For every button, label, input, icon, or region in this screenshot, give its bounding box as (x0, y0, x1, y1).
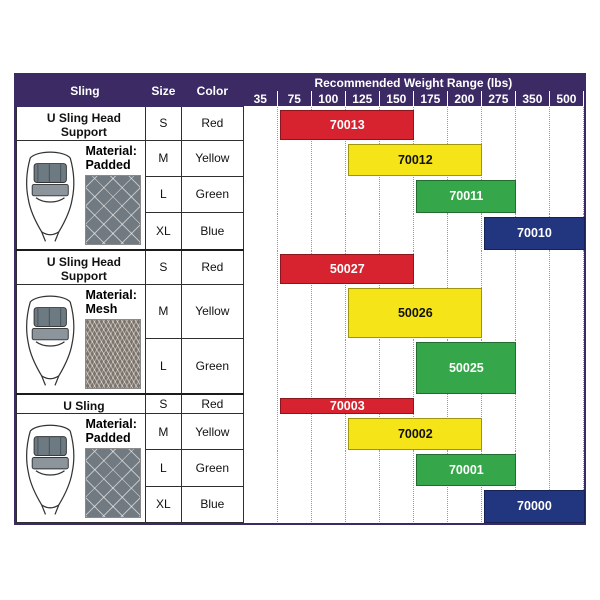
range-cell-150 (379, 250, 413, 285)
range-cell-175 (413, 284, 447, 338)
range-cell-100 (311, 284, 345, 338)
mesh-fabric-swatch (85, 319, 140, 389)
range-cell-35 (243, 284, 277, 338)
range-cell-35 (243, 213, 277, 250)
size-cell: L (145, 450, 181, 486)
color-cell: Red (181, 394, 243, 414)
range-cell-200 (447, 176, 484, 212)
sling-media-cell (17, 140, 146, 249)
range-cell-350 (515, 284, 549, 338)
range-cell-500 (549, 414, 583, 450)
size-cell: S (145, 106, 181, 140)
range-cell-35 (243, 338, 277, 394)
range-cell-200 (447, 284, 481, 338)
material-value-text: Padded (85, 157, 131, 172)
range-cell-350 (515, 486, 549, 522)
range-cell-350 (515, 140, 549, 176)
range-cell-150 (379, 284, 413, 338)
sling-code: 70000 (517, 499, 552, 514)
weight-tick-35: 35 (243, 91, 277, 106)
range-cell-75 (277, 394, 311, 414)
weight-tick-275: 275 (481, 91, 515, 106)
range-cell-500 (549, 106, 583, 140)
range-cell-350 (515, 213, 549, 250)
range-cell-100 (311, 106, 345, 140)
table-row (17, 106, 584, 140)
range-cell-75 (277, 213, 311, 250)
range-cell-100 (311, 394, 345, 414)
range-cell-500 (549, 450, 583, 486)
range-cell-150 (379, 394, 413, 414)
range-cell-350 (515, 394, 549, 414)
weight-tick-75: 75 (277, 91, 311, 106)
size-cell: S (145, 394, 181, 414)
range-cell-275 (481, 176, 515, 212)
range-cell-175 (413, 394, 447, 414)
range-cell-35 (243, 250, 277, 285)
color-cell: Blue (181, 486, 243, 522)
color-cell: Blue (181, 213, 243, 250)
range-cell-200 (447, 250, 481, 285)
range-cell-150 (379, 213, 413, 250)
padded-fabric-swatch (85, 175, 140, 245)
range-cell-350 (515, 414, 549, 450)
range-cell-275 (481, 250, 515, 285)
range-cell-150 (379, 414, 413, 450)
range-cell-175 (413, 338, 447, 394)
range-cell-125 (345, 486, 379, 522)
material-label (83, 141, 144, 172)
range-cell-35 (243, 176, 277, 212)
header-sling: Sling (17, 76, 146, 107)
range-cell-150 (379, 176, 413, 212)
sling-code: 70003 (329, 398, 365, 413)
range-cell-125 (345, 450, 379, 486)
range-cell-350 (515, 250, 549, 285)
range-cell-125 (345, 176, 379, 212)
sling-name: U Sling Head Support (17, 250, 146, 285)
range-cell-175 (413, 250, 447, 285)
range-cell-75 (277, 450, 311, 486)
range-cell-100 (311, 450, 345, 486)
range-cell-100 (311, 140, 345, 176)
range-cell-200 (447, 486, 481, 522)
range-cell-75 (277, 250, 311, 285)
range-cell-75 (277, 338, 311, 394)
range-cell-100 (311, 176, 345, 212)
sling-code: 50025 (448, 360, 484, 375)
size-cell: M (145, 414, 181, 450)
range-cell-75 (277, 176, 311, 212)
color-cell: Green (181, 338, 243, 394)
range-cell-35 (243, 450, 277, 486)
sling-code: 50026 (397, 306, 433, 321)
range-cell-500 (549, 338, 583, 394)
range-cell-275 (481, 213, 515, 250)
u-sling-head-support-mesh-illustration (17, 285, 83, 393)
table-row (17, 394, 584, 414)
range-cell-275 (481, 284, 515, 338)
color-cell: Yellow (181, 284, 243, 338)
range-cell-125 (345, 414, 379, 450)
range-cell-175 (413, 414, 447, 450)
color-cell: Red (181, 106, 243, 140)
range-cell-125 (345, 106, 379, 140)
range-cell-200 (447, 106, 481, 140)
range-cell-150 (379, 450, 413, 486)
range-cell-350 (515, 338, 549, 394)
range-cell-75 (277, 284, 311, 338)
size-cell: M (145, 284, 181, 338)
range-cell-35 (243, 394, 277, 414)
range-cell-75 (277, 140, 311, 176)
size-cell: S (145, 250, 181, 285)
sling-code: 70001 (448, 463, 484, 478)
sling-code: 70012 (397, 153, 433, 168)
range-cell-150 (379, 140, 413, 176)
header-color: Color (181, 76, 243, 107)
range-cell-150 (379, 486, 413, 522)
range-cell-175 (413, 486, 447, 522)
material-label (83, 414, 144, 445)
range-cell-500 (549, 284, 583, 338)
header-size: Size (145, 76, 181, 107)
weight-tick-175: 175 (413, 91, 447, 106)
range-cell-100 (311, 250, 345, 285)
weight-tick-100: 100 (311, 91, 345, 106)
range-cell-125 (345, 394, 379, 414)
sling-code: 70011 (449, 189, 484, 204)
range-cell-125 (345, 213, 379, 250)
range-cell-500 (549, 176, 583, 212)
table-row (17, 284, 584, 338)
material-value-text: Mesh (85, 301, 118, 316)
color-cell: Yellow (181, 414, 243, 450)
range-cell-35 (243, 140, 277, 176)
header-row-title (17, 76, 584, 91)
range-cell-125 (345, 250, 379, 285)
range-cell-200 (447, 394, 481, 414)
u-sling-illustration (17, 414, 83, 522)
range-cell-125 (345, 338, 379, 394)
range-cell-100 (311, 338, 345, 394)
sling-media-cell (17, 284, 146, 393)
range-cell-175 (413, 106, 447, 140)
range-cell-350 (515, 450, 549, 486)
range-cell-275 (481, 414, 515, 450)
sling-code: 50027 (329, 261, 365, 276)
range-cell-150 (379, 106, 413, 140)
size-cell: M (145, 140, 181, 176)
weight-tick-150: 150 (379, 91, 413, 106)
range-cell-275 (481, 394, 515, 414)
weight-tick-500: 500 (549, 91, 583, 106)
u-sling-head-support-illustration (17, 141, 83, 249)
material-label-text: Material: (85, 143, 137, 158)
padded-fabric-swatch (85, 448, 140, 518)
size-cell: XL (145, 486, 181, 522)
range-cell-75 (277, 414, 311, 450)
material-value-text: Padded (85, 431, 131, 446)
sling-code: 70013 (329, 118, 365, 133)
sling-code: 70010 (517, 226, 552, 241)
range-cell-500 (549, 394, 583, 414)
size-cell: L (145, 176, 181, 212)
range-cell-275 (481, 106, 515, 140)
range-cell-350 (515, 176, 549, 212)
chart-table (16, 75, 584, 523)
sling-name: U Sling (17, 394, 146, 414)
color-cell: Yellow (181, 140, 243, 176)
range-cell-150 (379, 338, 413, 394)
size-cell: XL (145, 213, 181, 250)
range-cell-200 (447, 338, 481, 394)
sling-media-cell (17, 414, 146, 523)
sling-name: U Sling Head Support (17, 106, 146, 140)
color-cell: Red (181, 250, 243, 285)
range-cell-500 (549, 213, 583, 250)
table-row (17, 250, 584, 285)
weight-tick-125: 125 (345, 91, 379, 106)
range-cell-35 (243, 106, 277, 140)
range-cell-200 (447, 450, 481, 486)
sling-weight-range-chart (14, 73, 586, 525)
range-cell-200 (447, 140, 481, 176)
range-cell-350 (515, 106, 549, 140)
size-cell: L (145, 338, 181, 394)
table-row (17, 414, 584, 450)
weight-tick-350: 350 (515, 91, 549, 106)
range-cell-275 (481, 338, 515, 394)
material-label-text: Material: (85, 287, 137, 302)
color-cell: Green (181, 176, 243, 212)
range-cell-275 (481, 140, 515, 176)
range-cell-200 (447, 213, 481, 250)
range-cell-500 (549, 250, 583, 285)
color-cell: Green (181, 450, 243, 486)
range-cell-175 (413, 176, 447, 212)
range-cell-100 (311, 486, 345, 522)
range-cell-175 (413, 213, 447, 250)
range-cell-100 (311, 213, 345, 250)
range-cell-100 (311, 414, 345, 450)
range-cell-200 (447, 414, 481, 450)
weight-tick-200: 200 (447, 91, 481, 106)
sling-code: 70002 (397, 426, 433, 441)
range-cell-125 (345, 140, 379, 176)
range-cell-175 (413, 450, 447, 486)
range-cell-75 (277, 106, 311, 140)
material-label-text: Material: (85, 417, 137, 432)
range-cell-125 (345, 284, 379, 338)
range-cell-35 (243, 414, 277, 450)
range-cell-75 (277, 486, 311, 522)
table-row (17, 140, 584, 176)
range-cell-275 (481, 450, 515, 486)
material-label (83, 285, 144, 316)
header-weight-range-title: Recommended Weight Range (lbs) (243, 76, 583, 91)
range-cell-500 (549, 140, 583, 176)
range-cell-175 (413, 140, 447, 176)
range-cell-275 (481, 486, 515, 522)
range-cell-500 (549, 486, 583, 522)
range-cell-35 (243, 486, 277, 522)
